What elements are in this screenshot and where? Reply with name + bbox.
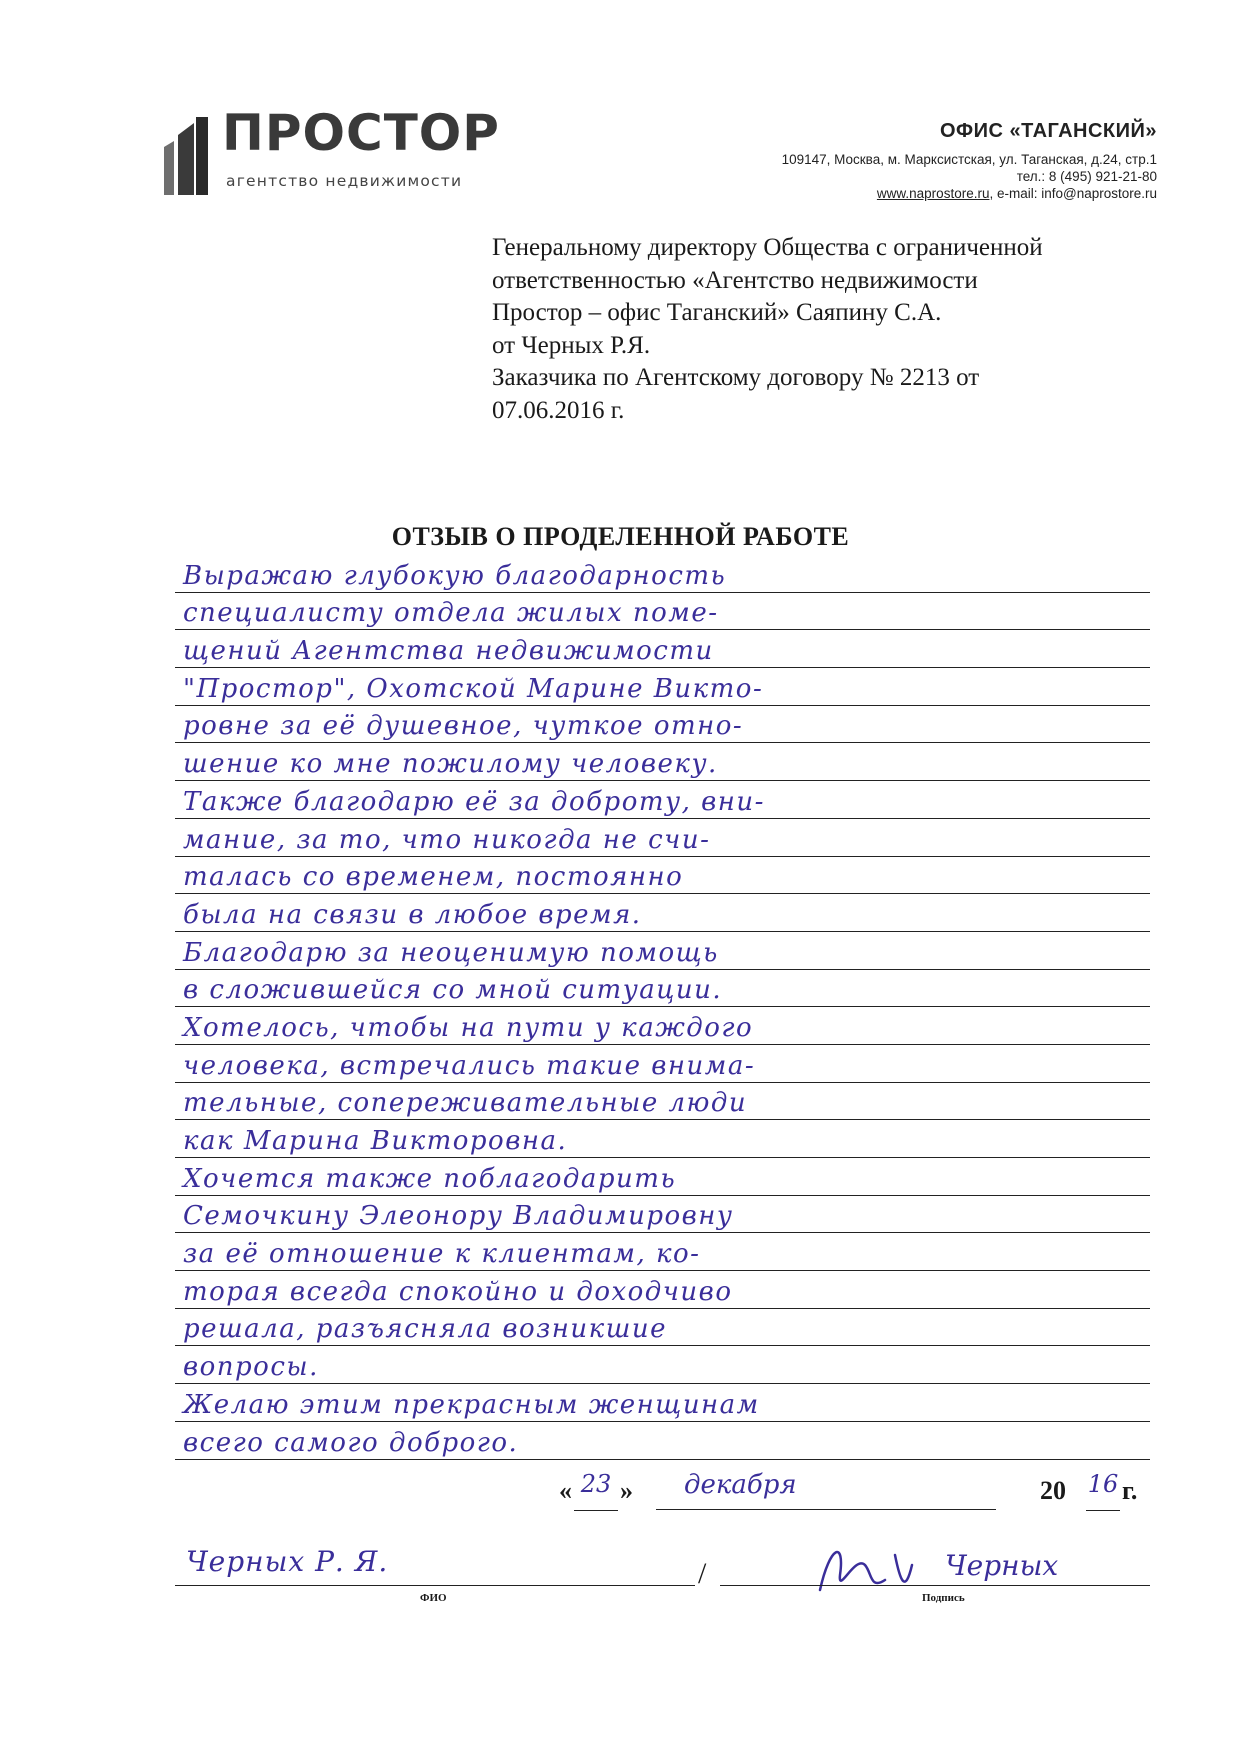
date-open-quote: « [559, 1476, 572, 1505]
handwritten-line [175, 555, 1150, 593]
logo-tagline: агентство недвижимости [226, 172, 463, 190]
addressee-line: Простор – офис Таганский» Саяпину С.А. [492, 299, 942, 326]
handwritten-text: ровне за её душевное, чуткое отно- [183, 711, 744, 742]
handwritten-line [175, 1309, 1150, 1347]
handwritten-text: как Марина Викторовна. [183, 1126, 568, 1156]
handwritten-line [175, 668, 1150, 706]
handwritten-text: специалисту отдела жилых поме- [183, 598, 719, 629]
date-row [0, 1470, 1241, 1520]
handwritten-line [175, 932, 1150, 970]
date-month: декабря [656, 1470, 996, 1510]
signature-line [720, 1585, 1150, 1586]
handwritten-line [175, 970, 1150, 1008]
addressee-block [492, 232, 1172, 427]
handwritten-line [175, 1422, 1150, 1460]
handwritten-line [175, 1007, 1150, 1045]
handwritten-text: мание, за то, что никогда не счи- [183, 824, 711, 855]
handwritten-text: в сложившейся со мной ситуации. [183, 975, 723, 1006]
handwritten-text: щений Агентства недвижимости [183, 636, 714, 667]
date-close-quote: » [620, 1476, 633, 1505]
handwritten-line [175, 1271, 1150, 1309]
fio-handwritten: Черных Р. Я. [186, 1545, 389, 1578]
date-day: 23 [574, 1470, 618, 1511]
date-year-suffix: 16 [1086, 1470, 1120, 1511]
handwritten-text: Благодарю за неоценимую помощь [183, 937, 719, 968]
office-name: ОФИС «ТАГАНСКИЙ» [939, 120, 1157, 142]
handwritten-line [175, 857, 1150, 895]
handwritten-text: "Простор", Охотской Марине Викто- [183, 673, 764, 704]
signature-label: Подпись [922, 1592, 965, 1604]
handwritten-line [175, 894, 1150, 932]
handwritten-text: Также благодарю её за доброту, вни- [183, 786, 765, 817]
handwritten-text: талась со временем, постоянно [183, 862, 684, 893]
handwritten-text: тельные, сопереживательные люди [183, 1088, 748, 1119]
handwritten-line [175, 593, 1150, 631]
addressee-line: 07.06.2016 г. [492, 396, 625, 424]
handwritten-line [175, 819, 1150, 857]
date-year-prefix: 20 [1040, 1476, 1066, 1505]
handwritten-line [175, 630, 1150, 668]
handwritten-text: Выражаю глубокую благодарность [183, 560, 727, 591]
office-phone: тел.: 8 (495) 921-21-80 [1016, 169, 1157, 184]
document-title: ОТЗЫВ О ПРОДЕЛЕННОЙ РАБОТЕ [391, 522, 850, 551]
handwritten-line [175, 1384, 1150, 1422]
handwritten-line [175, 781, 1150, 819]
handwritten-line [175, 1196, 1150, 1234]
logo-mark-icon [164, 117, 208, 195]
signature-row [0, 1535, 1241, 1625]
handwritten-text: человека, встречались такие внима- [183, 1050, 756, 1081]
handwritten-line [175, 1083, 1150, 1121]
addressee-line: ответственностью «Агентство недвижимости [492, 266, 978, 294]
signature-handwritten: Черных [945, 1549, 1059, 1582]
fio-label: ФИО [420, 1592, 447, 1604]
agency-logo [164, 104, 500, 202]
handwritten-line [175, 1045, 1150, 1083]
handwritten-text: торая всегда спокойно и доходчиво [183, 1276, 733, 1307]
handwritten-text: вопросы. [183, 1352, 319, 1383]
date-year-unit: г. [1122, 1476, 1138, 1505]
handwritten-review [175, 555, 1150, 1460]
office-contacts [782, 120, 1157, 202]
office-email: , e-mail: info@naprostore.ru [989, 186, 1157, 201]
handwritten-text: решала, разъясняла возникшие [183, 1314, 667, 1345]
handwritten-text: Хотелось, чтобы на пути у каждого [183, 1012, 754, 1043]
handwritten-text: Желаю этим прекрасным женщинам [183, 1389, 760, 1420]
handwritten-text: за её отношение к клиентам, ко- [183, 1239, 701, 1270]
fio-line [175, 1585, 695, 1586]
handwritten-line [175, 1158, 1150, 1196]
handwritten-line [175, 1346, 1150, 1384]
addressee-line: Генеральному директору Общества с ограниченной [492, 234, 1043, 261]
handwritten-text: всего самого доброго. [183, 1427, 519, 1458]
handwritten-line [175, 1120, 1150, 1158]
handwritten-text: была на связи в любое время. [183, 899, 642, 930]
logo-name: ПРОСТОР [222, 104, 500, 162]
addressee-line: от Черных Р.Я. [492, 331, 651, 359]
handwritten-text: шение ко мне пожилому человеку. [183, 749, 718, 780]
signature-separator: / [698, 1557, 707, 1590]
handwritten-text: Семочкину Элеонору Владимировну [183, 1201, 734, 1232]
handwritten-line [175, 1233, 1150, 1271]
office-web-email [782, 185, 1157, 202]
office-address: 109147, Москва, м. Марксистская, ул. Таганская, д.24, стр.1 [781, 152, 1157, 167]
handwritten-line [175, 706, 1150, 744]
website-link[interactable]: www.naprostore.ru [876, 186, 990, 201]
handwritten-text: Хочется также поблагодарить [183, 1163, 677, 1194]
addressee-line: Заказчика по Агентскому договору № 2213 от [492, 364, 980, 391]
handwritten-line [175, 743, 1150, 781]
